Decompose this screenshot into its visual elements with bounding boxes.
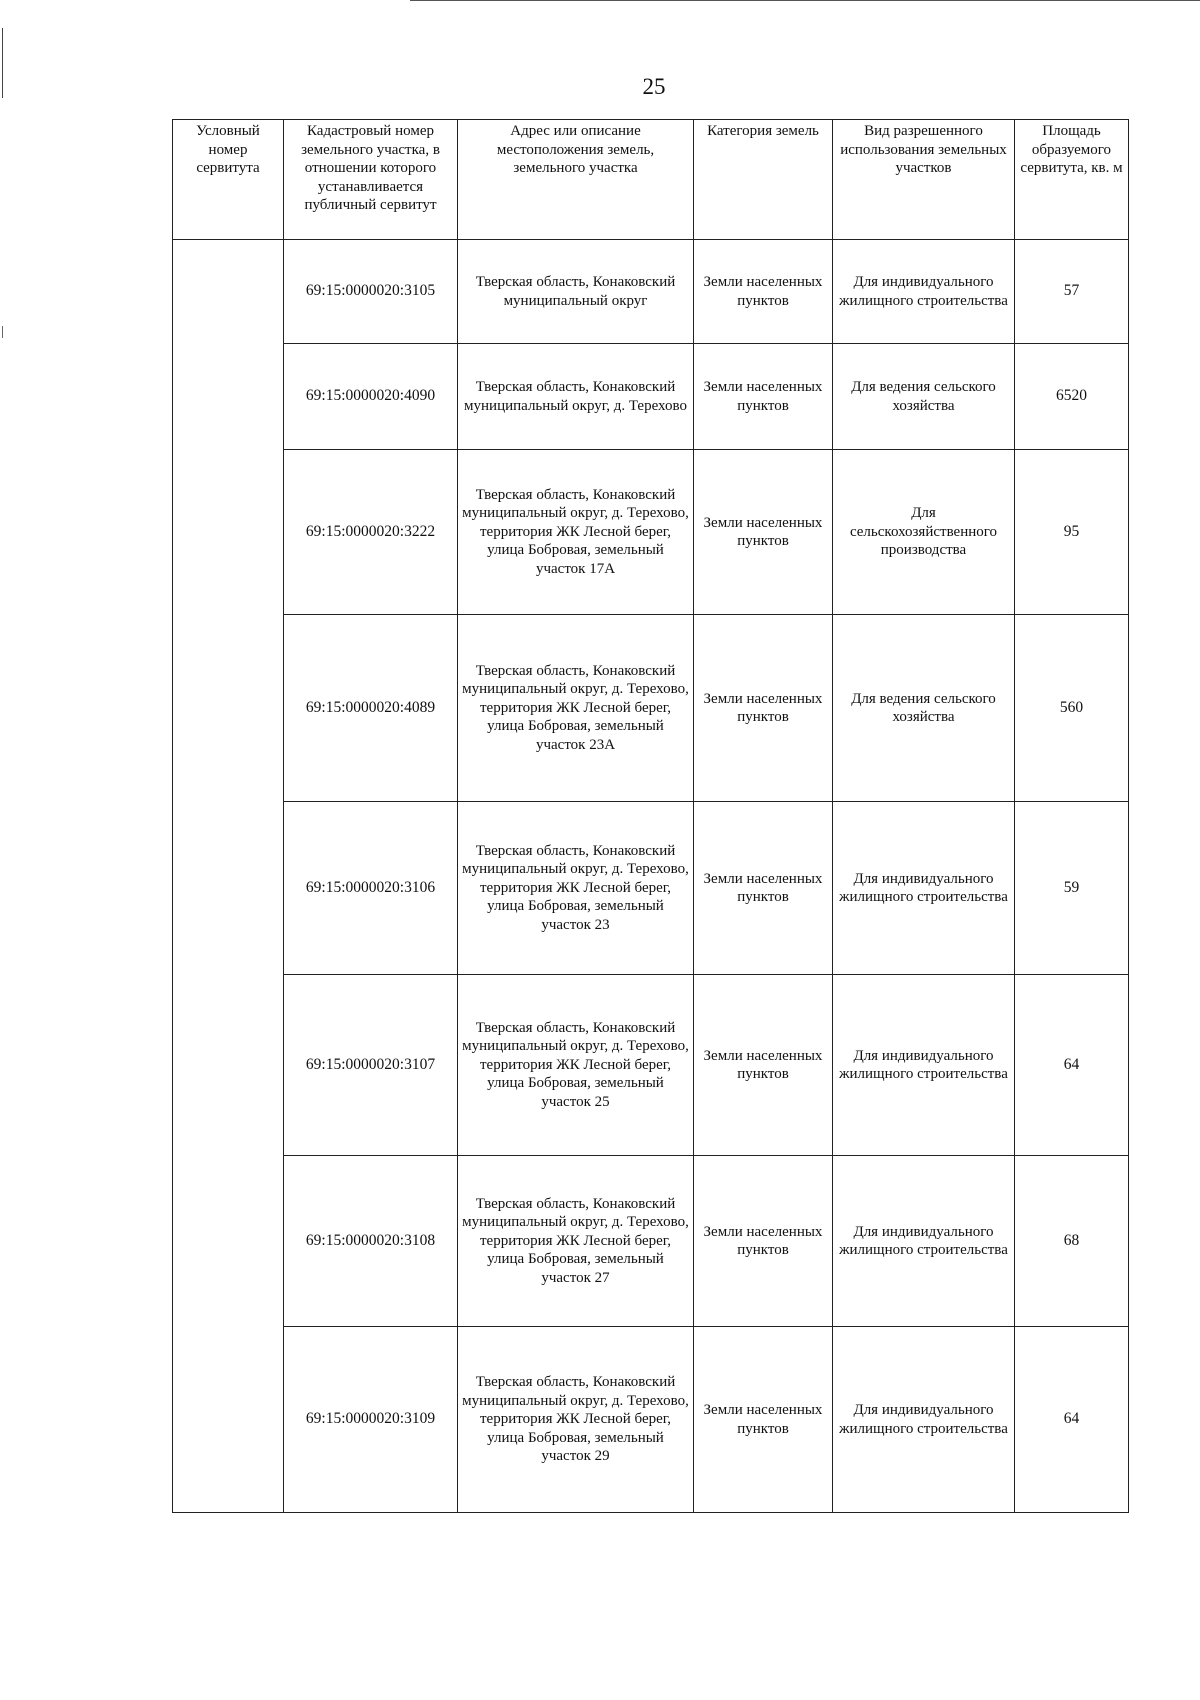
cell-address: Тверская область, Конаковский муниципальный округ, д. Терехово, территория ЖК Лесной берег, улица Бобровая, земельный участок 25 xyxy=(458,975,694,1156)
page-number: 25 xyxy=(642,74,666,99)
cell-permitted-use: Для индивидуального жилищного строительства xyxy=(833,1327,1015,1513)
table-row xyxy=(173,975,1129,1156)
cell-land-category: Земли населенных пунктов xyxy=(694,1156,833,1327)
cell-land-category: Земли населенных пунктов xyxy=(694,344,833,450)
cell-address: Тверская область, Конаковский муниципальный округ, д. Терехово, территория ЖК Лесной берег, улица Бобровая, земельный участок 29 xyxy=(458,1327,694,1513)
table-row xyxy=(173,240,1129,344)
cell-permitted-use: Для индивидуального жилищного строительства xyxy=(833,975,1015,1156)
cell-area: 95 xyxy=(1015,450,1129,615)
servitude-table xyxy=(172,119,1129,1513)
header-land-category: Категория земель xyxy=(694,120,833,240)
cell-address: Тверская область, Конаковский муниципальный округ, д. Терехово, территория ЖК Лесной берег, улица Бобровая, земельный участок 23 xyxy=(458,802,694,975)
cell-address: Тверская область, Конаковский муниципальный округ xyxy=(458,240,694,344)
cell-cadastral-number: 69:15:0000020:4090 xyxy=(284,344,458,450)
cell-area: 64 xyxy=(1015,975,1129,1156)
cell-area: 560 xyxy=(1015,615,1129,802)
cell-cadastral-number: 69:15:0000020:3107 xyxy=(284,975,458,1156)
scan-edge-mark xyxy=(2,326,3,338)
cell-permitted-use: Для сельскохозяйственного производства xyxy=(833,450,1015,615)
cell-cadastral-number: 69:15:0000020:3222 xyxy=(284,450,458,615)
cell-address: Тверская область, Конаковский муниципальный округ, д. Терехово, территория ЖК Лесной берег, улица Бобровая, земельный участок 17А xyxy=(458,450,694,615)
header-servitude-number: Условный номер сервитута xyxy=(173,120,284,240)
cell-address: Тверская область, Конаковский муниципальный округ, д. Терехово xyxy=(458,344,694,450)
cell-permitted-use: Для индивидуального жилищного строительства xyxy=(833,802,1015,975)
cell-area: 6520 xyxy=(1015,344,1129,450)
cell-cadastral-number: 69:15:0000020:3109 xyxy=(284,1327,458,1513)
scan-edge-line xyxy=(410,0,1200,1)
cell-permitted-use: Для индивидуального жилищного строительства xyxy=(833,1156,1015,1327)
cell-permitted-use: Для ведения сельского хозяйства xyxy=(833,615,1015,802)
cell-servitude-number xyxy=(173,240,284,1513)
header-address: Адрес или описание местоположения земель, земельного участка xyxy=(458,120,694,240)
table-row xyxy=(173,802,1129,975)
table-row xyxy=(173,450,1129,615)
cell-address: Тверская область, Конаковский муниципальный округ, д. Терехово, территория ЖК Лесной берег, улица Бобровая, земельный участок 27 xyxy=(458,1156,694,1327)
cell-land-category: Земли населенных пунктов xyxy=(694,975,833,1156)
header-cadastral-number: Кадастровый номер земельного участка, в отношении которого устанавливается публичный сервитут xyxy=(284,120,458,240)
cell-area: 57 xyxy=(1015,240,1129,344)
cell-land-category: Земли населенных пунктов xyxy=(694,802,833,975)
cell-land-category: Земли населенных пунктов xyxy=(694,450,833,615)
table-row xyxy=(173,1327,1129,1513)
cell-permitted-use: Для индивидуального жилищного строительства xyxy=(833,240,1015,344)
cell-cadastral-number: 69:15:0000020:3105 xyxy=(284,240,458,344)
table-row xyxy=(173,344,1129,450)
cell-area: 59 xyxy=(1015,802,1129,975)
header-permitted-use: Вид разрешенного использования земельных участков xyxy=(833,120,1015,240)
cell-permitted-use: Для ведения сельского хозяйства xyxy=(833,344,1015,450)
cell-address: Тверская область, Конаковский муниципальный округ, д. Терехово, территория ЖК Лесной берег, улица Бобровая, земельный участок 23А xyxy=(458,615,694,802)
cell-land-category: Земли населенных пунктов xyxy=(694,1327,833,1513)
cell-land-category: Земли населенных пунктов xyxy=(694,240,833,344)
cell-area: 68 xyxy=(1015,1156,1129,1327)
table-header-row xyxy=(173,120,1129,240)
cell-cadastral-number: 69:15:0000020:3106 xyxy=(284,802,458,975)
header-area: Площадь образуемого сервитута, кв. м xyxy=(1015,120,1129,240)
cell-land-category: Земли населенных пунктов xyxy=(694,615,833,802)
table-row xyxy=(173,1156,1129,1327)
cell-cadastral-number: 69:15:0000020:4089 xyxy=(284,615,458,802)
cell-area: 64 xyxy=(1015,1327,1129,1513)
cell-cadastral-number: 69:15:0000020:3108 xyxy=(284,1156,458,1327)
table-row xyxy=(173,615,1129,802)
